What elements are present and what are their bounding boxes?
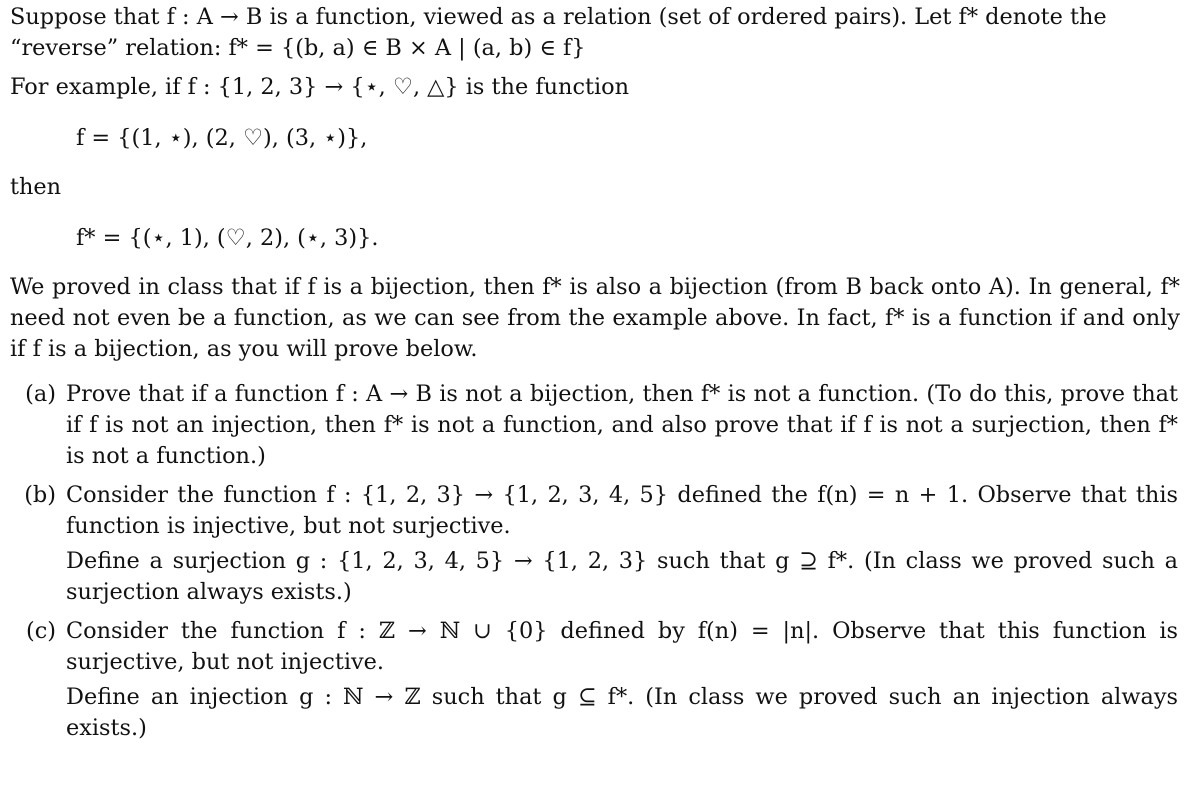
discussion-paragraph: We proved in class that if f is a bijection, then f* is also a bijection (from B back onto A). In general, f* need not even be a function, as we can see from the example above. In fact, f* is a function if and only if f is a bijection, as you will prove below. <box>10 274 1180 362</box>
f-definition: f = {(1, ⋆), (2, ♡), (3, ⋆)}, <box>76 125 368 151</box>
part-a-label: (a) <box>25 381 56 407</box>
part-c <box>10 616 1180 744</box>
example-lead: For example, if f : {1, 2, 3} → {⋆, ♡, △} is the function <box>10 74 630 100</box>
part-b <box>10 480 1180 608</box>
part-a-text: Prove that if a function f : A → B is not a bijection, then f* is not a function. (To do this, prove that if f is not an injection, then f* is not a function, and also prove that if f is not a surjection, then f* is not a function.) <box>66 381 1178 469</box>
then-word: then <box>10 174 62 200</box>
part-b-text-1: Consider the function f : {1, 2, 3} → {1, 2, 3, 4, 5} defined the f(n) = n + 1. Observe that this function is injective, but not surjective. <box>66 482 1178 539</box>
part-c-text-1: Consider the function f : ℤ → ℕ ∪ {0} defined by f(n) = |n|. Observe that this function is surjective, but not injective. <box>66 618 1178 675</box>
fstar-definition: f* = {(⋆, 1), (♡, 2), (⋆, 3)}. <box>76 225 379 251</box>
part-c-label: (c) <box>25 618 56 644</box>
intro-line-2: “reverse” relation: f* = {(b, a) ∈ B × A | (a, b) ∈ f} <box>10 35 586 61</box>
part-c-text-2: Define an injection g : ℕ → ℤ such that g ⊆ f*. (In class we proved such an injection always exists.) <box>66 684 1178 741</box>
part-a <box>10 379 1180 472</box>
part-b-label: (b) <box>24 482 56 508</box>
intro-line-1: Suppose that f : A → B is a function, viewed as a relation (set of ordered pairs). Let f* denote the <box>10 4 1107 30</box>
part-b-text-2: Define a surjection g : {1, 2, 3, 4, 5} → {1, 2, 3} such that g ⊇ f*. (In class we proved such a surjection always exists.) <box>66 548 1178 605</box>
